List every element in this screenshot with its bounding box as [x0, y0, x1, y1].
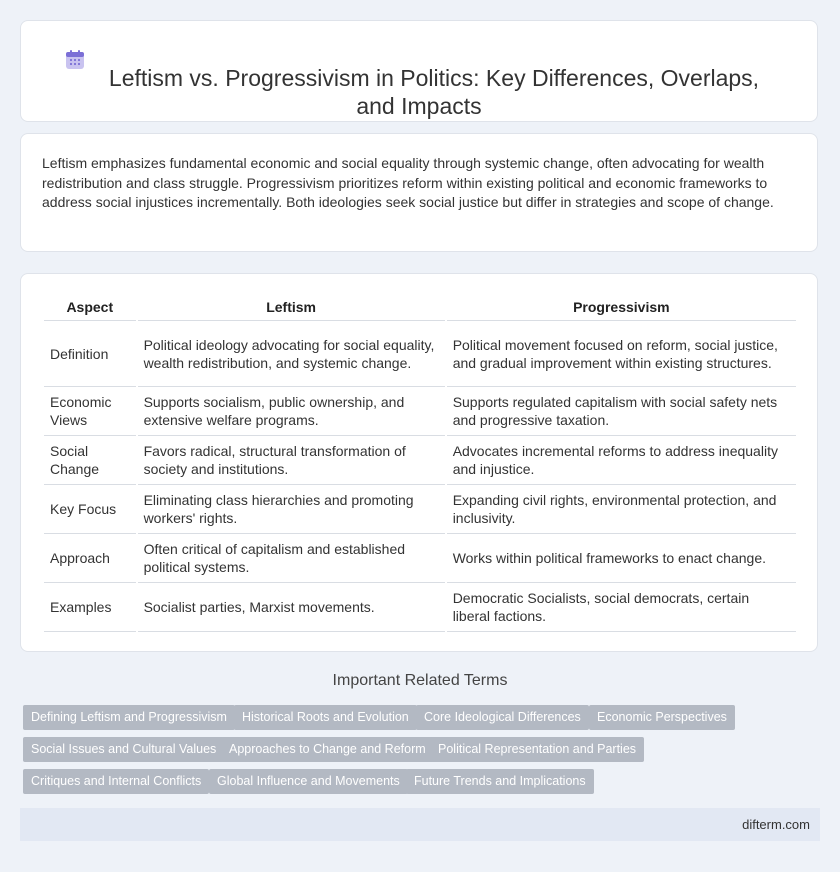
- cell-leftism: Often critical of capitalism and established political systems.: [138, 534, 445, 583]
- cell-leftism: Eliminating class hierarchies and promoting workers' rights.: [138, 485, 445, 534]
- cell-leftism: Supports socialism, public ownership, and extensive welfare programs.: [138, 387, 445, 436]
- related-tag[interactable]: Political Representation and Parties: [430, 737, 644, 762]
- intro-text: Leftism emphasizes fundamental economic and social equality through systemic change, often advocating for wealth redistribution and class struggle. Progressivism prioritizes reform within existing political and economic frameworks to address social injustices incrementally. Both ideologies seek social justice but differ in strategies and scope of change.: [42, 155, 774, 210]
- table-row: [44, 485, 796, 534]
- comparison-card: [20, 273, 818, 652]
- table-row: [44, 387, 796, 436]
- related-tag[interactable]: Future Trends and Implications: [406, 769, 594, 794]
- cell-aspect: Key Focus: [44, 485, 136, 534]
- page-title: Leftism vs. Progressivism in Politics: Key Differences, Overlaps, and Impacts: [108, 65, 760, 119]
- cell-progressivism: Advocates incremental reforms to address inequality and injustice.: [447, 436, 796, 485]
- header-progressivism: Progressivism: [447, 294, 796, 321]
- comparison-table: [42, 294, 798, 632]
- related-tag[interactable]: Approaches to Change and Reform: [221, 737, 434, 762]
- table-row: [44, 436, 796, 485]
- related-tag[interactable]: Historical Roots and Evolution: [234, 705, 417, 730]
- related-tag[interactable]: Global Influence and Movements: [209, 769, 408, 794]
- cell-aspect: Social Change: [44, 436, 136, 485]
- cell-leftism: Political ideology advocating for social equality, wealth redistribution, and systemic change.: [138, 321, 445, 387]
- cell-progressivism: Democratic Socialists, social democrats, certain liberal factions.: [447, 583, 796, 632]
- cell-progressivism: Works within political frameworks to enact change.: [447, 534, 796, 583]
- related-tag[interactable]: Social Issues and Cultural Values: [23, 737, 224, 762]
- table-row: [44, 583, 796, 632]
- table-header-row: [44, 294, 796, 321]
- cell-leftism: Socialist parties, Marxist movements.: [138, 583, 445, 632]
- related-terms-title: Important Related Terms: [332, 672, 508, 689]
- cell-progressivism: Expanding civil rights, environmental protection, and inclusivity.: [447, 485, 796, 534]
- intro-card: [20, 133, 818, 252]
- related-tag[interactable]: Critiques and Internal Conflicts: [23, 769, 209, 794]
- cell-progressivism: Supports regulated capitalism with social safety nets and progressive taxation.: [447, 387, 796, 436]
- footer-site-link[interactable]: difterm.com: [742, 817, 810, 832]
- cell-aspect: Examples: [44, 583, 136, 632]
- header-aspect: Aspect: [44, 294, 136, 321]
- table-row: [44, 534, 796, 583]
- related-tag[interactable]: Core Ideological Differences: [416, 705, 589, 730]
- cell-leftism: Favors radical, structural transformation of society and institutions.: [138, 436, 445, 485]
- header-leftism: Leftism: [138, 294, 445, 321]
- cell-aspect: Definition: [44, 321, 136, 387]
- related-tag[interactable]: Economic Perspectives: [589, 705, 735, 730]
- title-card: [20, 20, 818, 122]
- cell-aspect: Economic Views: [44, 387, 136, 436]
- footer: [20, 808, 820, 841]
- table-row: [44, 321, 796, 387]
- related-tag[interactable]: Defining Leftism and Progressivism: [23, 705, 235, 730]
- cell-aspect: Approach: [44, 534, 136, 583]
- cell-progressivism: Political movement focused on reform, social justice, and gradual improvement within existing structures.: [447, 321, 796, 387]
